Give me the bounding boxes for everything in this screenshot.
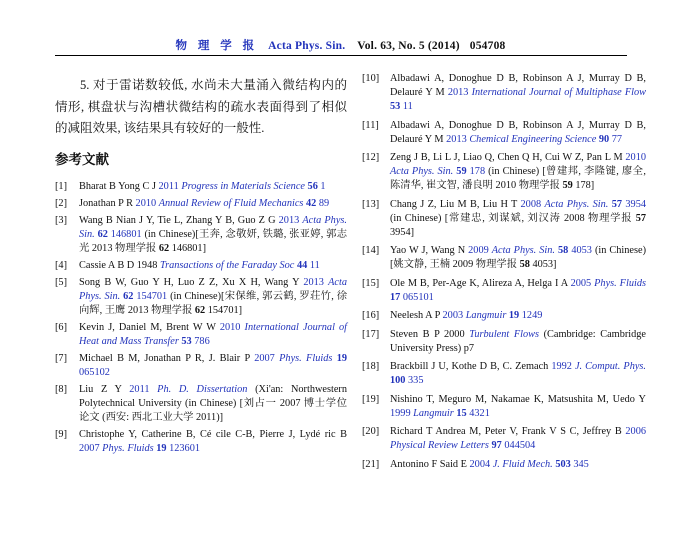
reference-link[interactable]: Acta Phys. Sin.: [390, 166, 457, 177]
reference-link[interactable]: 123601: [169, 442, 200, 454]
reference-item: [55, 321, 347, 349]
reference-text-segment: Chang J Z, Liu M B, Liu H T: [390, 198, 521, 210]
reference-text: [390, 151, 646, 193]
reference-item: [362, 198, 646, 240]
reference-text-segment: Steven B P 2000: [390, 328, 470, 340]
reference-link[interactable]: 19: [156, 442, 170, 454]
reference-link[interactable]: Langmuir: [413, 407, 457, 419]
right-column: [362, 70, 646, 476]
reference-number: [4]: [55, 259, 68, 271]
reference-link[interactable]: 2010: [219, 321, 245, 333]
reference-link[interactable]: 1992: [551, 361, 575, 372]
article-number: 054708: [469, 40, 506, 52]
reference-link[interactable]: Acta Phys. Sin.: [79, 276, 347, 302]
reference-link[interactable]: Turbulent Flows: [469, 328, 544, 340]
reference-text-segment: 58: [519, 259, 533, 270]
reference-text: [390, 393, 646, 421]
reference-link[interactable]: 53: [390, 101, 403, 112]
reference-link[interactable]: 1: [320, 180, 326, 192]
reference-text-segment: Cassie A B D 1948: [79, 259, 160, 271]
reference-item: [362, 309, 646, 323]
reference-text-segment: Yao W J, Wang N: [390, 245, 469, 256]
reference-link[interactable]: 97: [491, 440, 505, 451]
reference-link[interactable]: 2009: [468, 245, 492, 256]
reference-link[interactable]: 19: [508, 310, 522, 321]
reference-text: [79, 383, 347, 425]
reference-text: [390, 425, 646, 453]
reference-link[interactable]: 2010: [625, 152, 646, 163]
reference-link[interactable]: Progress in Materials Science: [181, 180, 308, 192]
reference-text-segment: 62: [158, 242, 172, 254]
reference-text-segment: (in Chinese)[宋保维, 郭云鹤, 罗荘竹, 徐向辉, 王鹰 2013 物理学报: [79, 290, 348, 316]
reference-text-segment: 146801]: [171, 242, 207, 254]
reference-text-segment: Neelesh A P: [390, 310, 443, 321]
reference-link[interactable]: 2013: [278, 214, 303, 226]
reference-link[interactable]: 44: [296, 259, 310, 271]
reference-link[interactable]: J. Fluid Mech.: [492, 458, 556, 470]
reference-text: [79, 321, 347, 349]
reference-link[interactable]: 3954: [625, 198, 646, 210]
reference-item: [55, 259, 347, 273]
reference-text: [390, 360, 646, 388]
reference-link[interactable]: 15: [456, 407, 470, 419]
reference-text: [390, 119, 646, 147]
reference-link[interactable]: Langmuir: [465, 310, 509, 321]
reference-text-segment: Song B W, Guo Y H, Luo Z Z, Xu X H, Wang Y: [79, 276, 304, 288]
volume-issue: Vol. 63, No. 5 (2014): [357, 40, 460, 52]
reference-number: [7]: [55, 352, 68, 364]
reference-item: [362, 151, 646, 193]
reference-text: [79, 352, 347, 380]
reference-link[interactable]: 2013: [446, 133, 470, 145]
reference-number: [8]: [55, 383, 68, 395]
references-list-right: [362, 70, 646, 472]
reference-item: [362, 425, 646, 453]
reference-link[interactable]: 2010: [135, 197, 159, 209]
reference-link[interactable]: 56: [307, 180, 321, 192]
reference-text: [390, 458, 646, 472]
conclusion-paragraph: 5. 对于雷诺数较低, 水尚未大量涌入微结构内的情形, 棋盘状与沟槽状微结构的疏水表面得到了相似的减阻效果, 该结果具有较好的一般性.: [55, 78, 347, 135]
reference-item: [55, 214, 347, 256]
reference-text-segment: 62: [194, 304, 208, 316]
reference-text-segment: (Cambridge: Cambridge University Press) p7: [390, 328, 646, 354]
reference-link[interactable]: 2013: [447, 87, 472, 98]
references-heading: 参考文献: [55, 151, 109, 167]
reference-link[interactable]: 17: [390, 291, 403, 303]
reference-link[interactable]: 19: [336, 352, 348, 364]
reference-link[interactable]: 178: [469, 166, 489, 177]
reference-item: [55, 352, 347, 380]
reference-link[interactable]: 100: [390, 375, 409, 386]
reference-link[interactable]: 53: [181, 335, 195, 347]
reference-link[interactable]: 11: [402, 101, 413, 112]
reference-text: [79, 276, 347, 318]
reference-link[interactable]: 1249: [521, 310, 543, 321]
reference-text-segment: (in Chinese)[王奔, 念敬妍, 铁璐, 张亚婷, 郭志光 2013 物理学报: [79, 228, 348, 254]
reference-number: [21]: [362, 458, 380, 470]
reference-text-segment: Albadawi A, Donoghue D B, Robinson A J, Murray D B, Delauré Y M: [390, 73, 646, 98]
reference-link[interactable]: 4321: [469, 407, 490, 419]
reference-number: [20]: [362, 426, 380, 437]
reference-number: [15]: [362, 277, 380, 289]
reference-link[interactable]: Annual Review of Fluid Mechanics: [158, 197, 306, 209]
reference-link[interactable]: 2011: [158, 180, 182, 192]
reference-item: [362, 458, 646, 472]
reference-link[interactable]: 4053: [571, 245, 595, 256]
reference-text-segment: Bharat B Yong C J: [79, 180, 159, 192]
reference-text-segment: 59: [562, 180, 576, 191]
reference-text-segment: Ole M B, Per-Age K, Alireza A, Helga I A: [390, 277, 571, 289]
reference-text-segment: 57: [635, 212, 646, 224]
reference-number: [18]: [362, 361, 380, 372]
reference-item: [362, 393, 646, 421]
reference-link[interactable]: 58: [558, 245, 572, 256]
reference-text-segment: Liu Z Y: [79, 383, 130, 395]
reference-link[interactable]: International Journal of Heat and Mass Transfer: [79, 321, 348, 347]
reference-text: [79, 428, 347, 456]
journal-header: [0, 37, 681, 53]
reference-number: [13]: [362, 198, 380, 210]
reference-text: [390, 309, 646, 323]
reference-link[interactable]: 2003: [442, 310, 466, 321]
reference-text-segment: (in Chinese) [曾建邦, 李隆键, 廖全, 陈清华, 崔文智, 潘良明 2010 物理学报: [390, 166, 646, 191]
reference-text-segment: Zeng J B, Li L J, Liao Q, Chen Q H, Cui W Z, Pan L M: [390, 152, 626, 163]
reference-item: [362, 360, 646, 388]
reference-link[interactable]: 62: [123, 290, 137, 302]
reference-text: [390, 244, 646, 272]
reference-link[interactable]: 2008: [520, 198, 545, 210]
reference-text-segment: 4053]: [532, 259, 557, 270]
reference-number: [19]: [362, 393, 380, 405]
reference-link[interactable]: 065101: [402, 291, 434, 303]
reference-text: [390, 198, 646, 240]
reference-link[interactable]: 345: [573, 458, 589, 470]
reference-link[interactable]: Acta Phys. Sin.: [544, 198, 612, 210]
reference-text-segment: Albadawi A, Donoghue D B, Robinson A J, Murray D B, Delauré Y M: [390, 119, 646, 145]
reference-link[interactable]: 11: [309, 259, 320, 271]
reference-text-segment: (Xi'an: Northwestern Polytechnical University (in Chinese) [刘占一 2007 博士学位论文 (西安: 西北工业大学 2011)]: [79, 383, 348, 423]
reference-link[interactable]: Transactions of the Faraday Soc: [159, 259, 297, 271]
reference-number: [10]: [362, 73, 380, 84]
reference-link[interactable]: 2004: [469, 458, 493, 470]
reference-link[interactable]: 786: [194, 335, 210, 347]
reference-text: [390, 277, 646, 305]
journal-title-english: Acta Phys. Sin.: [268, 40, 346, 52]
reference-link[interactable]: 503: [555, 458, 574, 470]
reference-link[interactable]: Phys. Fluids: [594, 277, 646, 289]
reference-item: [55, 383, 347, 425]
reference-link[interactable]: 42: [305, 197, 319, 209]
reference-number: [12]: [362, 152, 380, 163]
journal-title-chinese: 物 理 学 报: [175, 40, 259, 52]
reference-link[interactable]: Acta Phys. Sin.: [491, 245, 559, 256]
reference-text-segment: Wang B Nian J Y, Tie L, Zhang Y B, Guo Z G: [79, 214, 279, 226]
reference-number: [2]: [55, 197, 68, 209]
reference-text: [79, 197, 347, 211]
reference-link[interactable]: 2007: [254, 352, 280, 364]
reference-link[interactable]: 044504: [504, 440, 536, 451]
reference-item: [362, 119, 646, 147]
reference-link[interactable]: J. Comput. Phys.: [574, 361, 646, 372]
reference-link[interactable]: Acta Phys. Sin.: [79, 214, 347, 240]
reference-item: [362, 244, 646, 272]
reference-link[interactable]: 335: [408, 375, 424, 386]
reference-link[interactable]: 57: [611, 198, 626, 210]
reference-text-segment: (in Chinese) [常建忠, 刘谋斌, 刘汉涛 2008 物理学报: [390, 212, 636, 224]
reference-number: [5]: [55, 276, 68, 288]
reference-link[interactable]: 77: [611, 133, 623, 145]
reference-link[interactable]: Phys. Fluids: [102, 442, 157, 454]
reference-link[interactable]: 2007: [79, 442, 103, 454]
reference-link[interactable]: 90: [598, 133, 612, 145]
reference-link[interactable]: International Journal of Multiphase Flow: [471, 87, 646, 98]
reference-number: [3]: [55, 214, 68, 226]
reference-item: [362, 328, 646, 356]
reference-number: [6]: [55, 321, 68, 333]
reference-number: [9]: [55, 428, 68, 440]
reference-text-segment: Nishino T, Meguro M, Nakamae K, Matsushita M, Uedo Y: [390, 393, 646, 405]
reference-item: [362, 72, 646, 114]
references-list-left: [55, 178, 347, 456]
reference-text-segment: (in Chinese) [姚文静, 王楠 2009 物理学报: [390, 245, 646, 270]
reference-text-segment: Kevin J, Daniel M, Brent W W: [79, 321, 220, 333]
reference-number: [16]: [362, 310, 380, 321]
reference-text-segment: Richard T Andrea M, Peter V, Frank V S C, Jeffrey B: [390, 426, 626, 437]
reference-link[interactable]: Chemical Engineering Science: [469, 133, 599, 145]
reference-text-segment: Brackbill J U, Kothe D B, C. Zemach: [390, 361, 552, 372]
reference-text-segment: 3954]: [390, 226, 415, 238]
reference-text-segment: 154701]: [207, 304, 243, 316]
reference-link[interactable]: 146801: [110, 228, 145, 240]
reference-number: [1]: [55, 180, 68, 192]
reference-item: [55, 180, 347, 194]
reference-text: [390, 72, 646, 114]
reference-link[interactable]: 59: [456, 166, 470, 177]
reference-text: [79, 259, 347, 273]
reference-link[interactable]: 154701: [136, 290, 171, 302]
reference-link[interactable]: 89: [318, 197, 330, 209]
reference-link[interactable]: Phys. Fluids: [279, 352, 337, 364]
reference-item: [362, 277, 646, 305]
reference-text: [390, 328, 646, 356]
reference-item: [55, 428, 347, 456]
reference-number: [11]: [362, 119, 379, 131]
reference-link[interactable]: 2005: [570, 277, 595, 289]
reference-link[interactable]: 1999: [390, 407, 414, 419]
reference-item: [55, 197, 347, 211]
reference-text: [79, 180, 347, 194]
reference-text-segment: 178]: [575, 180, 595, 191]
reference-link[interactable]: 065102: [79, 366, 110, 378]
reference-link[interactable]: Physical Review Letters: [390, 440, 492, 451]
reference-text-segment: Jonathan P R: [79, 197, 136, 209]
reference-link[interactable]: 62: [97, 228, 111, 240]
reference-link[interactable]: 2013: [303, 276, 329, 288]
reference-link[interactable]: Ph. D. Dissertation: [157, 383, 256, 395]
reference-text-segment: Michael B M, Jonathan P R, J. Blair P: [79, 352, 255, 364]
reference-number: [14]: [362, 245, 380, 256]
reference-text-segment: Christophe Y, Catherine B, Cé cile C-B, Pierre J, Lydé ric B: [79, 428, 347, 440]
reference-text: [79, 214, 347, 256]
reference-link[interactable]: 2006: [625, 426, 646, 437]
reference-text-segment: Antonino F Said E: [390, 458, 470, 470]
header-rule: [55, 55, 627, 56]
left-column: [55, 70, 347, 459]
reference-link[interactable]: 2011: [129, 383, 158, 395]
reference-item: [55, 276, 347, 318]
reference-number: [17]: [362, 328, 380, 340]
